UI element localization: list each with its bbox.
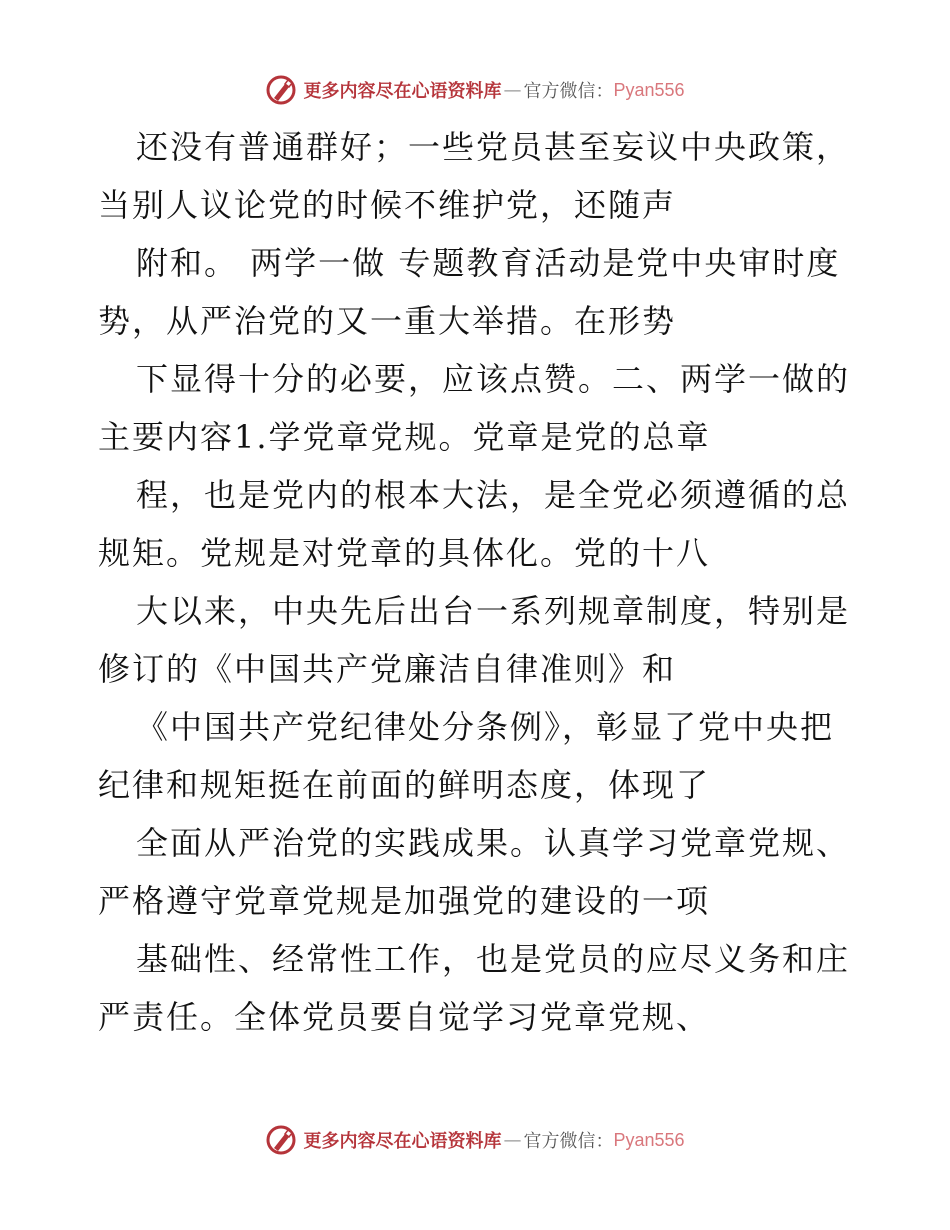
banner-wechat-label: 官方微信： [523, 1131, 614, 1152]
banner-dash: — [503, 1129, 522, 1151]
text-line-12: 纪律和规矩挺在前面的鲜明态度，体现了 [98, 766, 711, 804]
banner-dash: — [503, 79, 522, 101]
text-line-3: 附和。 两学一做 专题教育活动是党中央审时度 [136, 244, 841, 282]
text-line-1: 还没有普通群好；一些党员甚至妄议中央政策， [136, 128, 851, 166]
pen-circle-logo-icon [265, 1124, 297, 1156]
text-line-10: 修订的《中国共产党廉洁自律准则》和 [98, 650, 677, 688]
banner-title: 更多内容尽在心语资料库 [303, 81, 502, 102]
text-line-6: 主要内容1.学党章党规。党章是党的总章 [98, 418, 711, 456]
text-line-13: 全面从严治党的实践成果。认真学习党章党规、 [136, 824, 851, 862]
text-line-7: 程，也是党内的根本大法，是全党必须遵循的总 [136, 476, 851, 514]
banner-title: 更多内容尽在心语资料库 [303, 1131, 502, 1152]
banner-wechat-id: Pyan556 [613, 1129, 685, 1150]
text-line-5: 下显得十分的必要，应该点赞。二、两学一做的 [136, 360, 851, 398]
text-line-8: 规矩。党规是对党章的具体化。党的十八 [98, 534, 711, 572]
text-line-2: 当别人议论党的时候不维护党，还随声 [98, 186, 677, 224]
header-banner [0, 70, 950, 110]
text-line-9: 大以来，中央先后出台一系列规章制度，特别是 [136, 592, 851, 630]
text-line-4: 势，从严治党的又一重大举措。在形势 [98, 302, 677, 340]
banner-wechat-label: 官方微信： [523, 81, 614, 102]
pen-circle-logo-icon [265, 74, 297, 106]
text-line-14: 严格遵守党章党规是加强党的建设的一项 [98, 882, 711, 920]
text-line-16: 严责任。全体党员要自觉学习党章党规、 [98, 998, 711, 1036]
banner-wechat-id: Pyan556 [613, 79, 685, 100]
document-body [98, 118, 858, 1046]
text-line-15: 基础性、经常性工作，也是党员的应尽义务和庄 [136, 940, 851, 978]
footer-banner [0, 1120, 950, 1160]
text-line-11: 《中国共产党纪律处分条例》，彰显了党中央把 [136, 708, 835, 746]
